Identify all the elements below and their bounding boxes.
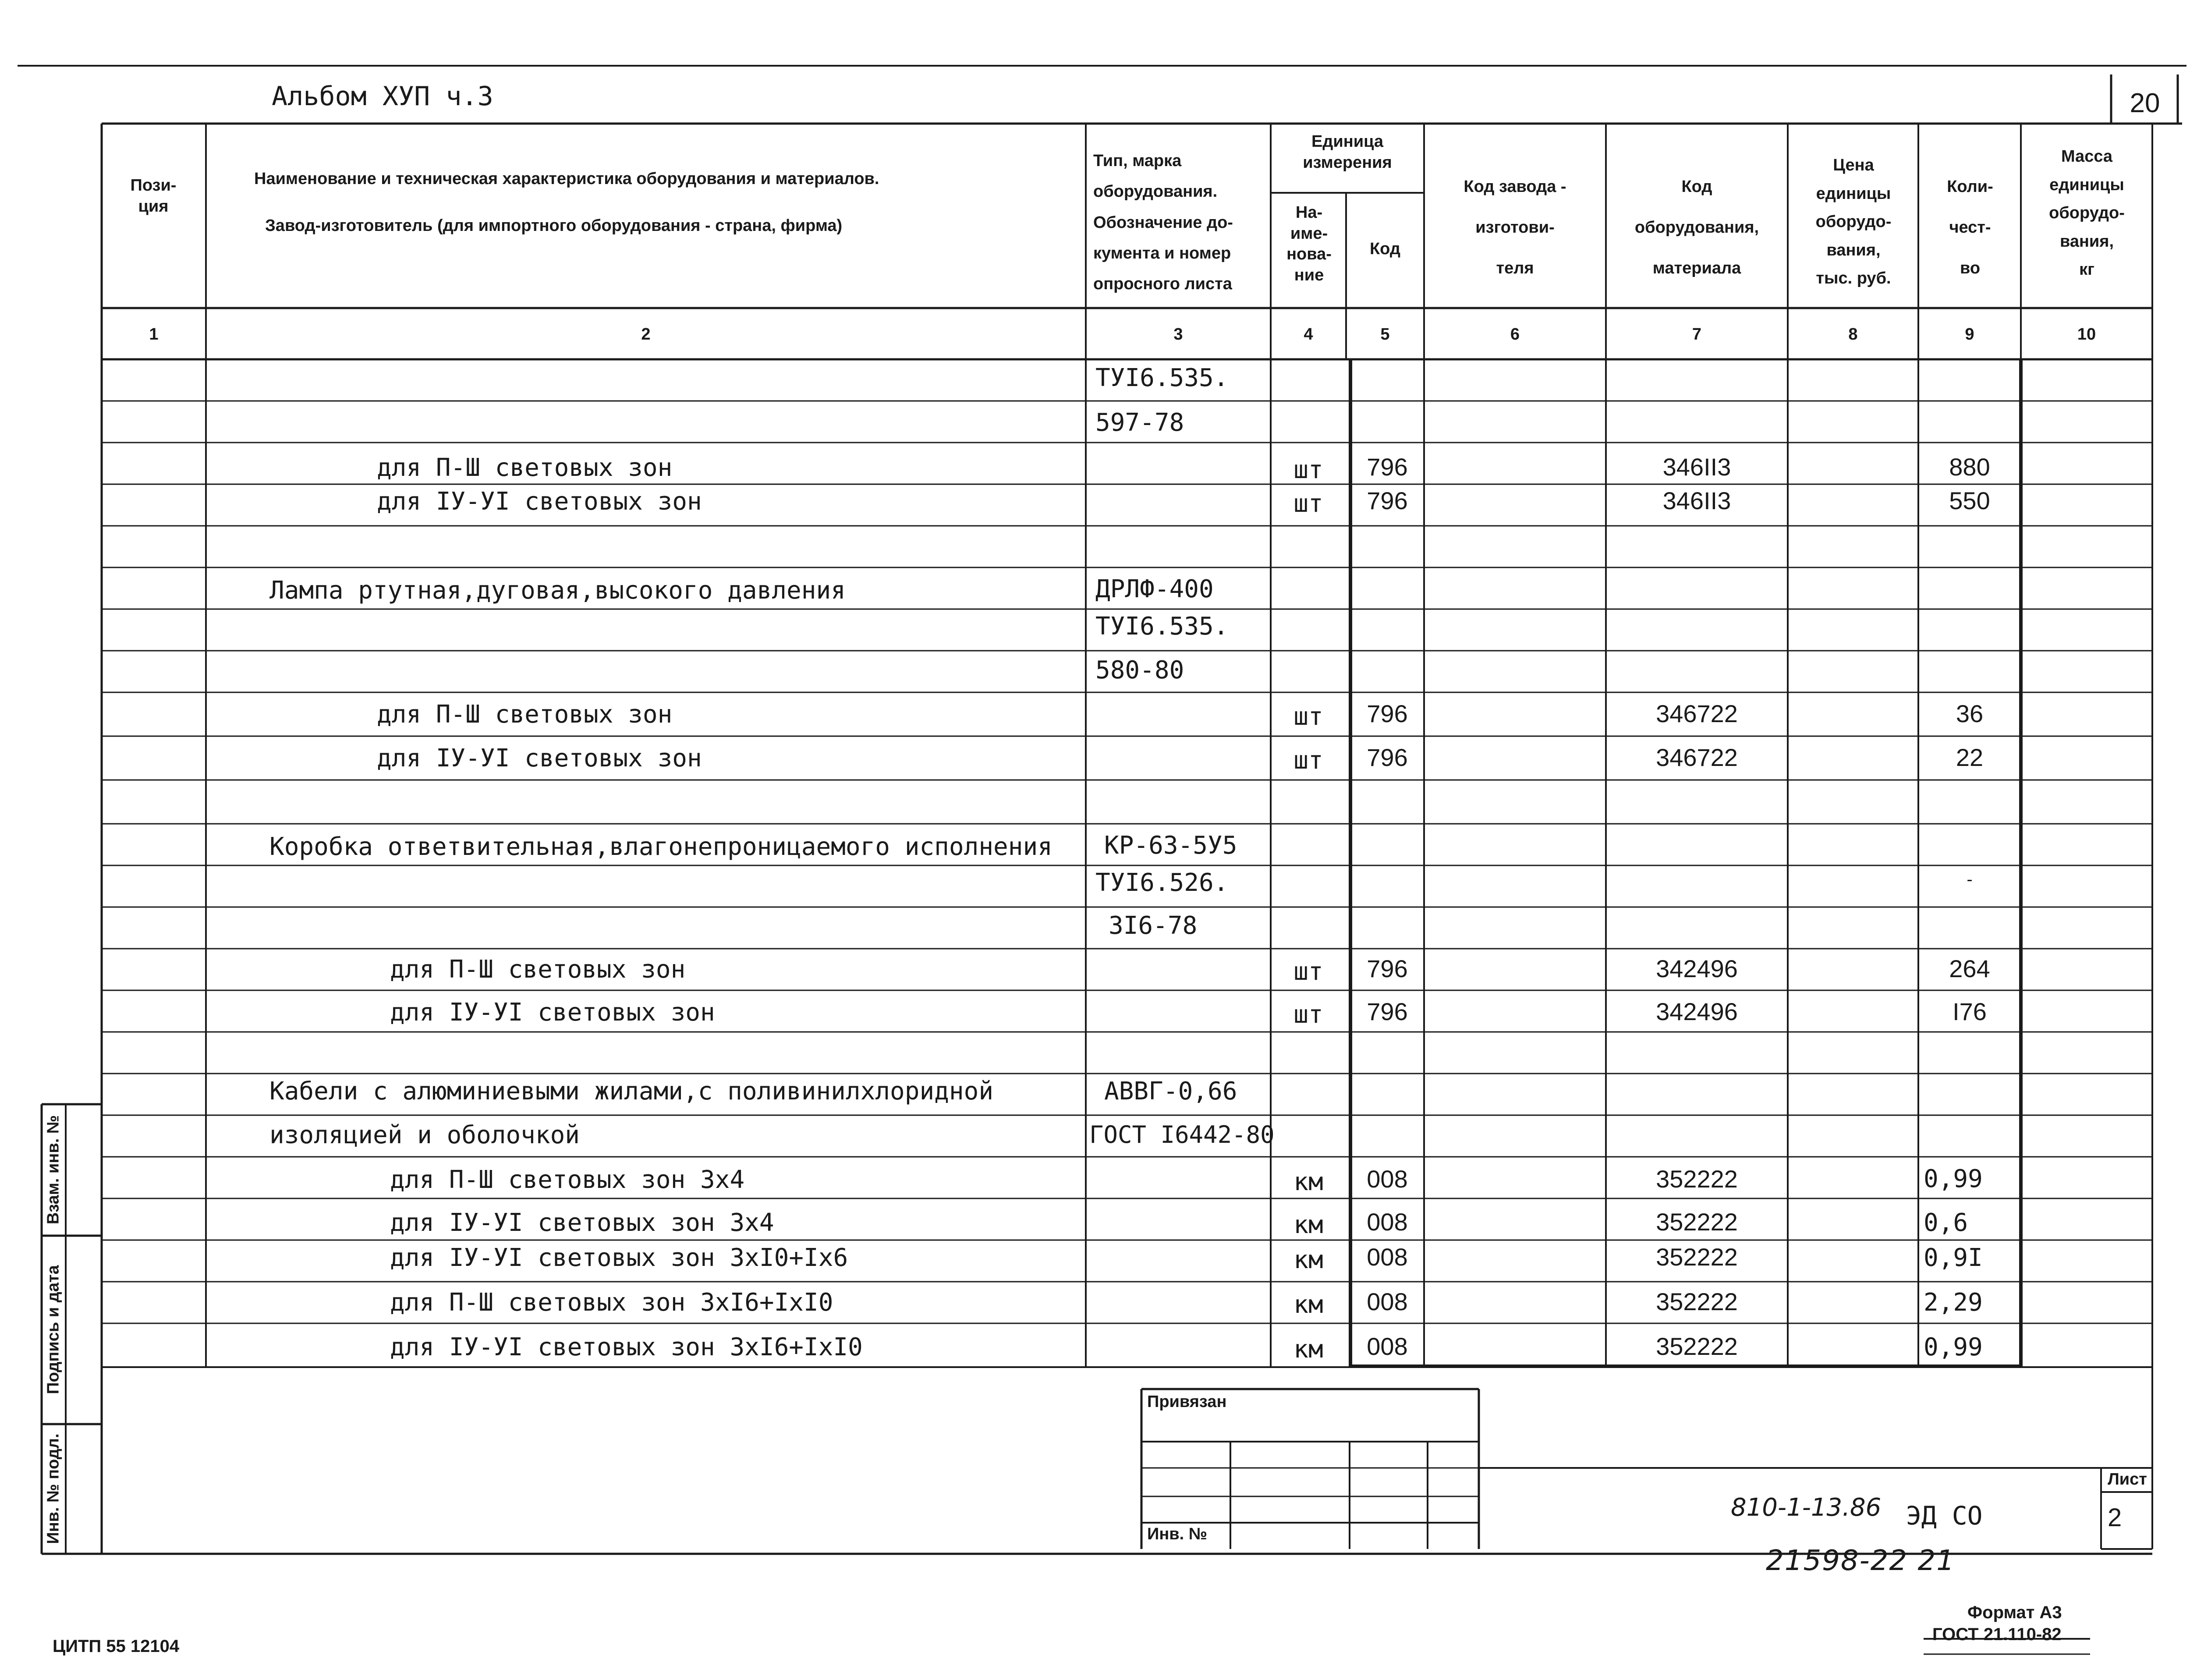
row-material-code: 346722: [1656, 700, 1738, 727]
row-quantity: 0,99: [1924, 1165, 1983, 1193]
row-quantity: I76: [1953, 998, 1987, 1025]
row-unit: км: [1293, 1246, 1323, 1274]
row-unit: шт: [1293, 746, 1323, 775]
row-material-code: 346722: [1656, 744, 1738, 771]
row-name: для П-Ш световых зон: [390, 955, 686, 984]
row-unit: шт: [1293, 1000, 1323, 1029]
row-name: для П-Ш световых зон: [377, 700, 673, 729]
col-header-price: Цена единицы оборудо- вания, тыс. руб.: [1815, 156, 1892, 288]
row-material-code: 352222: [1656, 1208, 1738, 1236]
col-number: 6: [1510, 325, 1520, 344]
col-number: 8: [1848, 325, 1858, 344]
row-quantity: 0,6: [1924, 1209, 1968, 1237]
side-stamp-podpis: Подпись и дата: [44, 1265, 63, 1394]
col-number: 3: [1173, 325, 1183, 344]
row-material-code: 346II3: [1662, 487, 1731, 514]
row-type: ТУI6.535.: [1095, 612, 1229, 641]
col-number: 2: [641, 325, 651, 344]
row-material-code: 342496: [1656, 998, 1738, 1025]
row-name: Кабели с алюминиевыми жилами,с поливинилхлоридной: [269, 1077, 994, 1106]
footer-format: Формат А3: [1967, 1603, 2062, 1622]
row-material-code: 346II3: [1662, 453, 1731, 481]
row-quantity: 0,99: [1924, 1333, 1983, 1361]
row-name: для IУ-УI световых зон: [377, 744, 702, 773]
col-header-factory-code: Код завода - изготови- теля: [1464, 177, 1566, 278]
row-type: 597-78: [1095, 408, 1184, 437]
row-unit-code: 796: [1367, 700, 1408, 727]
row-unit-code: 008: [1367, 1208, 1408, 1236]
row-quantity: 550: [1949, 487, 1990, 514]
row-quantity: 2,29: [1924, 1288, 1983, 1317]
row-unit: шт: [1293, 957, 1323, 986]
row-name: для IУ-УI световых зон: [390, 998, 715, 1027]
row-name: для П-Ш световых зон 3хI6+IхI0: [390, 1288, 833, 1317]
footer-left-code: ЦИТП 55 12104: [53, 1637, 180, 1656]
row-unit-code: 008: [1367, 1165, 1408, 1193]
row-name: изоляцией и оболочкой: [269, 1121, 580, 1149]
row-unit-code: 796: [1367, 955, 1408, 982]
row-unit: км: [1293, 1211, 1323, 1239]
row-type: АВВГ-0,66: [1104, 1077, 1237, 1106]
row-type: ГОСТ I6442-80: [1089, 1121, 1275, 1148]
col-number: 9: [1965, 325, 1974, 344]
row-unit-code: 796: [1367, 487, 1408, 514]
row-quantity: 0,9I: [1924, 1244, 1983, 1272]
row-quantity: 880: [1949, 453, 1990, 481]
col-header-unit-name: На- име- нова- ние: [1286, 203, 1332, 284]
col-header-unit-group: Единица измерения: [1303, 132, 1392, 172]
row-quantity: 264: [1949, 955, 1990, 982]
album-title: Альбом ХУП ч.3: [272, 81, 493, 112]
row-name: для IУ-УI световых зон: [377, 487, 702, 516]
side-stamp-inv-podl: Инв. № подл.: [44, 1433, 63, 1544]
row-name: для П-Ш световых зон: [377, 454, 673, 482]
col-header-unit-code: Код: [1369, 240, 1401, 258]
list-label: Лист: [2108, 1470, 2147, 1489]
document-type: ЭД СО: [1906, 1501, 1983, 1531]
row-unit-code: 796: [1367, 744, 1408, 771]
col-header-name-line2: Завод-изготовитель (для импортного оборудования - страна, фирма): [265, 216, 843, 235]
row-quantity: 22: [1956, 744, 1984, 771]
col-number: 1: [149, 325, 159, 344]
col-header-type: Тип, марка оборудования. Обозначение до- кумента и номер опросного листа: [1093, 152, 1233, 294]
col-header-mass: Масса единицы оборудо- вания, кг: [2049, 147, 2125, 279]
row-unit-code: 008: [1367, 1333, 1408, 1360]
list-number: 2: [2108, 1503, 2122, 1532]
inv-no-label: Инв. №: [1147, 1525, 1208, 1543]
privyazan-label: Привязан: [1147, 1393, 1227, 1411]
row-quantity: 36: [1956, 700, 1984, 727]
row-unit-code: 796: [1367, 998, 1408, 1025]
row-material-code: 352222: [1656, 1165, 1738, 1193]
row-unit-code: 796: [1367, 453, 1408, 481]
side-stamp-vzam: Взам. инв. №: [44, 1115, 63, 1225]
col-number: 7: [1692, 325, 1702, 344]
row-name: для IУ-УI световых зон 3хI6+IхI0: [390, 1333, 863, 1361]
row-quantity: -: [1967, 870, 1973, 889]
row-material-code: 352222: [1656, 1288, 1738, 1315]
row-unit: км: [1293, 1168, 1323, 1196]
row-type: 580-80: [1095, 656, 1184, 684]
row-material-code: 342496: [1656, 955, 1738, 982]
row-type: ТУI6.526.: [1095, 868, 1229, 897]
row-name: для П-Ш световых зон 3х4: [390, 1166, 745, 1194]
row-type: КР-63-5У5: [1104, 831, 1237, 860]
row-type: ТУI6.535.: [1095, 364, 1229, 392]
col-number: 5: [1380, 325, 1390, 344]
row-name: для IУ-УI световых зон 3хI0+Iх6: [390, 1244, 848, 1272]
row-name: Лампа ртутная,дуговая,высокого давления: [269, 576, 846, 605]
row-unit: км: [1293, 1290, 1323, 1319]
row-type: 3I6-78: [1109, 911, 1198, 940]
col-number: 4: [1304, 325, 1313, 344]
row-unit: шт: [1293, 702, 1323, 731]
col-number: 10: [2077, 325, 2096, 344]
row-type: ДРЛФ-400: [1095, 575, 1214, 603]
row-material-code: 352222: [1656, 1243, 1738, 1271]
sheet-number: 20: [2130, 88, 2160, 118]
col-header-quantity: Коли- чест- во: [1947, 177, 1993, 278]
footer-gost: ГОСТ 21.110-82: [1932, 1625, 2062, 1644]
col-header-name-line1: Наименование и техническая характеристика оборудования и материалов.: [254, 170, 879, 188]
row-name: для IУ-УI световых зон 3х4: [390, 1209, 774, 1237]
row-material-code: 352222: [1656, 1333, 1738, 1360]
col-header-material-code: Код оборудования, материала: [1634, 177, 1759, 278]
handwritten-number: 21598-22 21: [1766, 1545, 1955, 1577]
row-unit: шт: [1293, 456, 1323, 484]
document-code: 810-1-13.86: [1731, 1493, 1882, 1522]
row-unit: км: [1293, 1335, 1323, 1364]
col-header-position: Пози- ция: [130, 176, 177, 216]
row-unit-code: 008: [1367, 1243, 1408, 1271]
row-name: Коробка ответвительная,влагонепроницаемого исполнения: [269, 833, 1052, 861]
row-unit-code: 008: [1367, 1288, 1408, 1315]
row-unit: шт: [1293, 489, 1323, 518]
